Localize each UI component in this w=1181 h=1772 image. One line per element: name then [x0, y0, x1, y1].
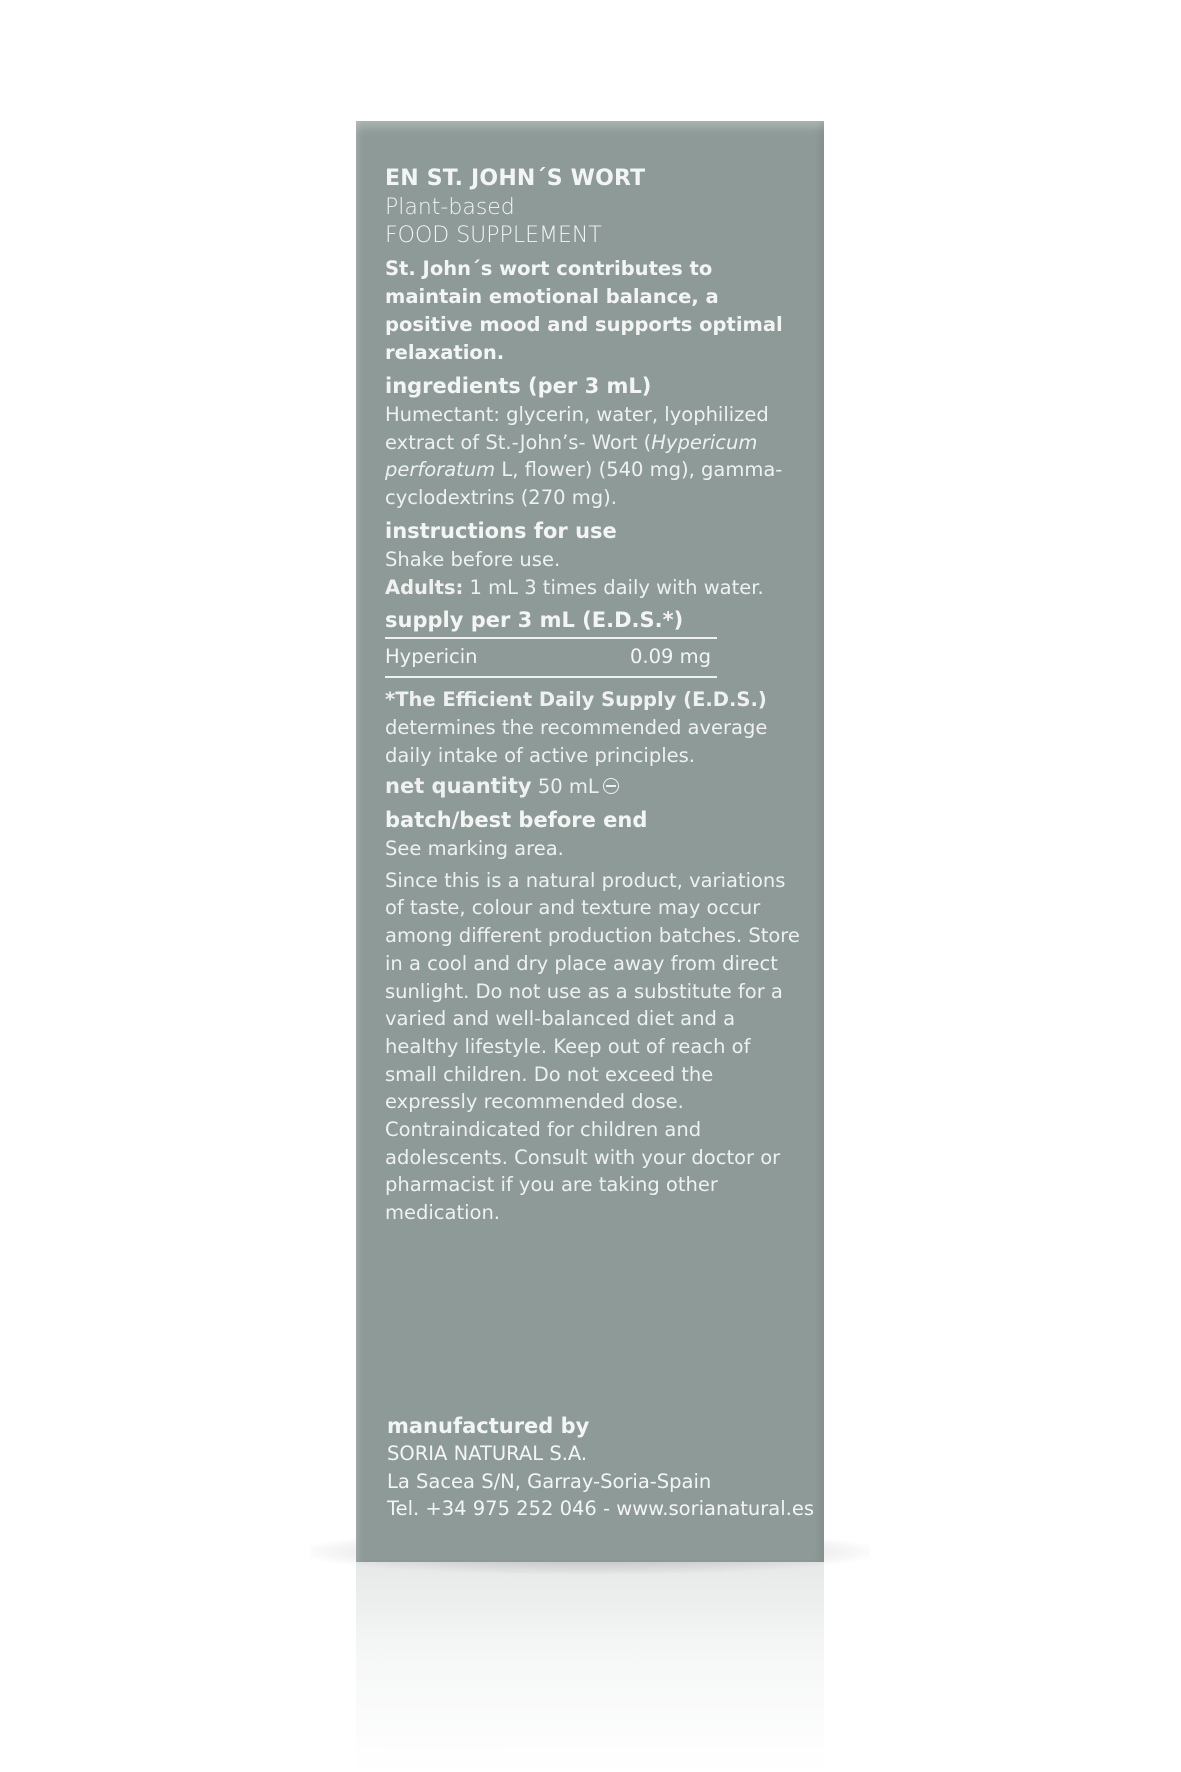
- ingredients-text: [385, 401, 805, 512]
- label-text-block: [385, 164, 805, 1227]
- instructions-line-1: Shake before use.: [385, 547, 561, 571]
- manufacturer-name: SORIA NATURAL S.A.: [387, 1442, 588, 1465]
- supply-heading: supply per 3 mL (E.D.S.*): [385, 608, 684, 633]
- adults-dosage: 1 mL 3 times daily with water.: [463, 575, 764, 599]
- instructions-heading: instructions for use: [385, 518, 617, 543]
- instructions-adults: [385, 574, 805, 602]
- ingredients-heading: ingredients (per 3 mL): [385, 374, 652, 398]
- ingredients-text-end: L, flower) (540 mg), gamma-cyclodextrins (270 mg).: [385, 458, 783, 510]
- manufacturer-block: [387, 1412, 817, 1523]
- subtitle-line-1: Plant-based: [385, 195, 515, 220]
- net-quantity-value: 50 mL: [537, 775, 599, 799]
- warning-text: Since this is a natural product, variations of taste, colour and texture may occur among different production batches. Store in a cool and dry place away from direct sunlight. Do not use as a substitute for a varied and well-balanced diet and a healthy lifestyle. Keep out of reach of small children. Do not exceed the expressly recommended dose. Contraindicated for children and adolescents. Consult with your doctor or pharmacist if you are taking other medication.: [385, 868, 800, 1225]
- estimated-sign-icon: [603, 778, 619, 794]
- supply-component-value: 0.09 mg: [630, 645, 711, 669]
- adults-label: Adults:: [385, 575, 464, 599]
- latin-species: perforatum: [385, 458, 496, 482]
- batch-text: See marking area.: [385, 837, 564, 861]
- subtitle-line-2: FOOD SUPPLEMENT: [385, 223, 602, 248]
- manufacturer-contact: Tel. +34 975 252 046 - www.sorianatural.es: [387, 1497, 815, 1520]
- supply-component-name: Hypericin: [385, 645, 478, 669]
- manufacturer-address: La Sacea S/N, Garray-Soria-Spain: [387, 1469, 712, 1493]
- manufacturer-heading: manufactured by: [387, 1414, 590, 1438]
- batch-heading: batch/best before end: [385, 808, 648, 833]
- eds-note-text: determines the recommended average daily intake of active principles.: [385, 715, 768, 767]
- health-claim: St. John´s wort contributes to maintain emotional balance, a positive mood and supports optimal relaxation.: [385, 257, 783, 364]
- eds-note-heading: *The Efficient Daily Supply (E.D.S.): [385, 688, 767, 712]
- net-quantity-label: net quantity: [385, 774, 532, 799]
- product-title: EN ST. JOHN´S WORT: [385, 166, 646, 191]
- net-quantity-line: [385, 773, 805, 801]
- latin-genus: Hypericum: [651, 430, 758, 454]
- ingredients-text-start: Humectant: glycerin, water, lyophilized extract of St.-John’s- Wort (: [385, 403, 769, 454]
- supply-table-row: [385, 637, 717, 678]
- package-reflection: [356, 1562, 824, 1772]
